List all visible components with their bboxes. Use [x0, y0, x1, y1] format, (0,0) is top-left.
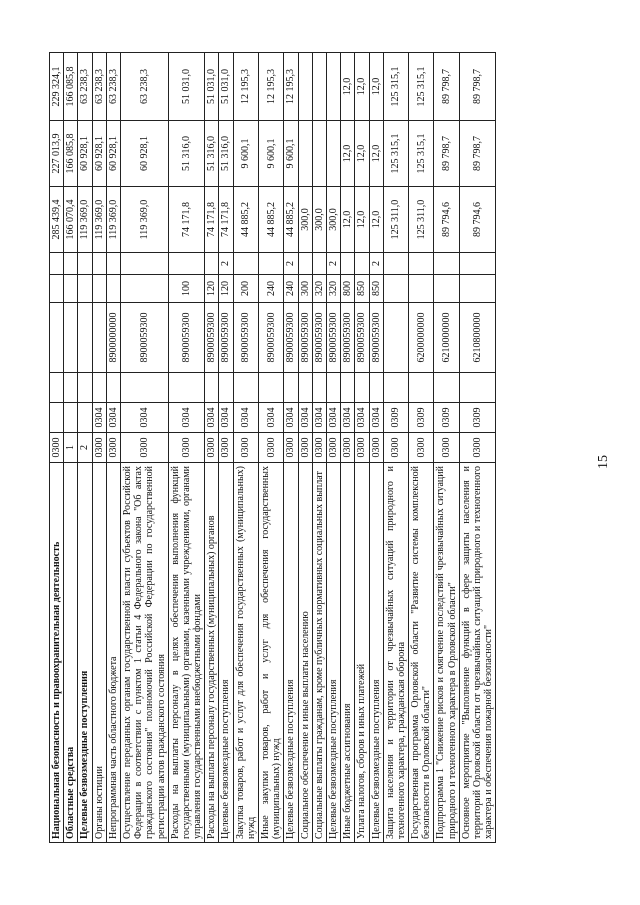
- row-sum-year-1: 12,0: [369, 187, 383, 253]
- row-source-code: 2: [219, 253, 233, 275]
- row-subsection-code: [383, 373, 408, 403]
- row-sum-year-2: 9 600,1: [259, 121, 284, 187]
- row-section-code: 0304: [120, 403, 168, 433]
- row-source-code: [78, 253, 92, 275]
- row-sum-year-1: 119 369,0: [106, 187, 120, 253]
- row-sum-year-3: 51 031,0: [168, 53, 205, 121]
- row-group-code: 0300: [92, 433, 106, 463]
- row-section-code: 0304: [92, 403, 106, 433]
- row-subsection-code: [434, 373, 459, 403]
- row-name: Целевые безвозмездные поступления: [326, 463, 340, 843]
- row-target-article: 8900059300: [259, 303, 284, 373]
- row-subsection-code: [259, 373, 284, 403]
- row-sum-year-1: 44 885,2: [233, 187, 258, 253]
- row-section-code: 0309: [383, 403, 408, 433]
- row-section-code: 0304: [369, 403, 383, 433]
- row-subsection-code: [409, 373, 434, 403]
- row-subsection-code: [341, 373, 355, 403]
- row-sum-year-1: 89 794,6: [434, 187, 459, 253]
- row-section-code: [50, 403, 64, 433]
- row-name: Целевые безвозмездные поступления: [284, 463, 298, 843]
- row-sum-year-3: 12 195,3: [233, 53, 258, 121]
- row-source-code: [383, 253, 408, 275]
- row-section-code: 0304: [168, 403, 205, 433]
- row-sum-year-1: 166 070,4: [64, 187, 78, 253]
- row-section-code: 0304: [326, 403, 340, 433]
- row-sum-year-1: 300,0: [326, 187, 340, 253]
- row-group-code: 0300: [459, 433, 496, 463]
- row-name: Расходы на выплаты персоналу в целях обеспечения выполнения функций государственными (муниципальными) органами, казенными учреждениями, органами управления государственными внебюджетными фондами: [168, 463, 205, 843]
- row-target-article: 8900059300: [341, 303, 355, 373]
- row-subsection-code: [64, 373, 78, 403]
- row-sum-year-1: 125 311,0: [383, 187, 408, 253]
- row-sum-year-2: 12,0: [355, 121, 369, 187]
- row-section-code: 0304: [259, 403, 284, 433]
- row-sum-year-2: [298, 121, 312, 187]
- row-expense-type: 300: [298, 275, 312, 303]
- row-subsection-code: [78, 373, 92, 403]
- row-sum-year-3: 63 238,3: [92, 53, 106, 121]
- row-subsection-code: [459, 373, 496, 403]
- row-section-code: 0309: [409, 403, 434, 433]
- row-subsection-code: [92, 373, 106, 403]
- table-row: [355, 53, 369, 843]
- row-target-article: 8900059300: [233, 303, 258, 373]
- row-name: Иные закупки товаров, работ и услуг для обеспечения государственных (муниципальных) нужд: [259, 463, 284, 843]
- row-group-code: 0300: [326, 433, 340, 463]
- row-sum-year-2: 9 600,1: [284, 121, 298, 187]
- row-name: Непрограммная часть областного бюджета: [106, 463, 120, 843]
- row-subsection-code: [120, 373, 168, 403]
- row-subsection-code: [205, 373, 219, 403]
- row-sum-year-1: 119 369,0: [92, 187, 106, 253]
- row-section-code: 0304: [205, 403, 219, 433]
- table-row: [326, 53, 340, 843]
- row-source-code: [298, 253, 312, 275]
- row-target-article: 8900059300: [369, 303, 383, 373]
- row-source-code: [312, 253, 326, 275]
- row-target-article: 6210800000: [459, 303, 496, 373]
- table-row: [205, 53, 219, 843]
- row-expense-type: 320: [312, 275, 326, 303]
- row-subsection-code: [50, 373, 64, 403]
- row-sum-year-2: 12,0: [341, 121, 355, 187]
- row-sum-year-1: 12,0: [355, 187, 369, 253]
- row-expense-type: [78, 275, 92, 303]
- row-expense-type: 850: [369, 275, 383, 303]
- row-sum-year-3: [312, 53, 326, 121]
- row-source-code: [434, 253, 459, 275]
- row-group-code: 0300: [219, 433, 233, 463]
- row-name: Иные бюджетные ассигнования: [341, 463, 355, 843]
- row-source-code: [355, 253, 369, 275]
- row-name: Целевые безвозмездные поступления: [78, 463, 92, 843]
- row-expense-type: 120: [205, 275, 219, 303]
- budget-table: [49, 52, 496, 843]
- table-row: [284, 53, 298, 843]
- row-subsection-code: [312, 373, 326, 403]
- row-expense-type: 120: [219, 275, 233, 303]
- row-sum-year-2: 125 315,1: [383, 121, 408, 187]
- row-name: Целевые безвозмездные поступления: [369, 463, 383, 843]
- row-name: Областные средства: [64, 463, 78, 843]
- row-source-code: 2: [326, 253, 340, 275]
- row-group-code: 0300: [409, 433, 434, 463]
- row-section-code: 0304: [312, 403, 326, 433]
- row-target-article: 8900059300: [219, 303, 233, 373]
- row-sum-year-1: 119 369,0: [78, 187, 92, 253]
- row-expense-type: [50, 275, 64, 303]
- table-row: [434, 53, 459, 843]
- row-name: Защита населения и территории от чрезвычайных ситуаций природного и техногенного характера, гражданская оборона: [383, 463, 408, 843]
- row-sum-year-1: 285 439,4: [50, 187, 64, 253]
- row-source-code: [168, 253, 205, 275]
- row-section-code: 0304: [219, 403, 233, 433]
- row-subsection-code: [233, 373, 258, 403]
- row-source-code: [120, 253, 168, 275]
- row-expense-type: [92, 275, 106, 303]
- row-sum-year-2: 166 085,8: [64, 121, 78, 187]
- row-section-code: 0304: [106, 403, 120, 433]
- row-sum-year-3: [298, 53, 312, 121]
- row-target-article: 8900059300: [355, 303, 369, 373]
- page-number: 15: [596, 455, 611, 469]
- row-expense-type: 240: [284, 275, 298, 303]
- row-expense-type: [64, 275, 78, 303]
- row-sum-year-2: 9 600,1: [233, 121, 258, 187]
- table-row: [233, 53, 258, 843]
- row-target-article: 8900059300: [284, 303, 298, 373]
- row-sum-year-1: 89 794,6: [459, 187, 496, 253]
- row-name: Уплата налогов, сборов и иных платежей: [355, 463, 369, 843]
- row-sum-year-3: [326, 53, 340, 121]
- row-sum-year-3: 12 195,3: [284, 53, 298, 121]
- row-subsection-code: [284, 373, 298, 403]
- row-target-article: [383, 303, 408, 373]
- row-sum-year-2: 51 316,0: [168, 121, 205, 187]
- row-target-article: [50, 303, 64, 373]
- table-row: [459, 53, 496, 843]
- table-row: [219, 53, 233, 843]
- row-group-code: 0300: [383, 433, 408, 463]
- row-expense-type: [120, 275, 168, 303]
- row-sum-year-1: 119 369,0: [120, 187, 168, 253]
- row-expense-type: 800: [341, 275, 355, 303]
- row-sum-year-2: 60 928,1: [78, 121, 92, 187]
- row-sum-year-3: 12,0: [355, 53, 369, 121]
- table-row: [298, 53, 312, 843]
- table-row: [259, 53, 284, 843]
- row-section-code: [64, 403, 78, 433]
- row-target-article: 6210000000: [434, 303, 459, 373]
- row-subsection-code: [326, 373, 340, 403]
- row-target-article: [64, 303, 78, 373]
- row-group-code: 0300: [106, 433, 120, 463]
- table-row: [78, 53, 92, 843]
- row-source-code: 2: [369, 253, 383, 275]
- row-expense-type: [409, 275, 434, 303]
- row-group-code: 0300: [312, 433, 326, 463]
- row-subsection-code: [168, 373, 205, 403]
- row-name: Расходы на выплаты персоналу государственных (муниципальных) органов: [205, 463, 219, 843]
- row-sum-year-2: 89 798,7: [434, 121, 459, 187]
- table-row: [383, 53, 408, 843]
- row-source-code: [341, 253, 355, 275]
- row-group-code: 1: [64, 433, 78, 463]
- row-source-code: [459, 253, 496, 275]
- row-target-article: [78, 303, 92, 373]
- row-group-code: 0300: [434, 433, 459, 463]
- row-target-article: 8900059300: [168, 303, 205, 373]
- table-row: [50, 53, 64, 843]
- row-expense-type: 200: [233, 275, 258, 303]
- row-sum-year-1: 300,0: [298, 187, 312, 253]
- table-row: [312, 53, 326, 843]
- row-source-code: [233, 253, 258, 275]
- row-target-article: 8900059300: [298, 303, 312, 373]
- row-expense-type: [459, 275, 496, 303]
- row-target-article: 8900000000: [106, 303, 120, 373]
- row-name: Целевые безвозмездные поступления: [219, 463, 233, 843]
- row-section-code: 0304: [233, 403, 258, 433]
- table-row: [92, 53, 106, 843]
- row-section-code: [78, 403, 92, 433]
- row-expense-type: 240: [259, 275, 284, 303]
- row-sum-year-1: 44 885,2: [284, 187, 298, 253]
- row-source-code: [106, 253, 120, 275]
- row-subsection-code: [369, 373, 383, 403]
- table-row: [64, 53, 78, 843]
- row-sum-year-3: 63 238,3: [106, 53, 120, 121]
- row-expense-type: [383, 275, 408, 303]
- table-row: [120, 53, 168, 843]
- row-sum-year-3: 12,0: [341, 53, 355, 121]
- row-name: Социальные выплаты гражданам, кроме публичных нормативных социальных выплат: [312, 463, 326, 843]
- rotated-sheet: [49, 53, 591, 843]
- row-expense-type: [106, 275, 120, 303]
- row-source-code: 2: [284, 253, 298, 275]
- row-sum-year-2: 51 316,0: [205, 121, 219, 187]
- row-source-code: [409, 253, 434, 275]
- row-subsection-code: [298, 373, 312, 403]
- row-group-code: 0300: [50, 433, 64, 463]
- row-group-code: 0300: [341, 433, 355, 463]
- row-expense-type: 100: [168, 275, 205, 303]
- row-sum-year-1: 74 171,8: [219, 187, 233, 253]
- row-section-code: 0309: [434, 403, 459, 433]
- table-body: [50, 53, 496, 843]
- row-sum-year-3: 12 195,3: [259, 53, 284, 121]
- row-section-code: 0304: [341, 403, 355, 433]
- row-group-code: 0300: [233, 433, 258, 463]
- row-sum-year-1: 12,0: [341, 187, 355, 253]
- row-sum-year-2: [312, 121, 326, 187]
- table-row: [369, 53, 383, 843]
- row-section-code: 0304: [298, 403, 312, 433]
- row-name: Закупка товаров, работ и услуг для обеспечения государственных (муниципальных) нужд: [233, 463, 258, 843]
- row-subsection-code: [219, 373, 233, 403]
- row-sum-year-2: [326, 121, 340, 187]
- row-source-code: [92, 253, 106, 275]
- row-group-code: 0300: [369, 433, 383, 463]
- row-sum-year-3: 166 085,8: [64, 53, 78, 121]
- row-group-code: 0300: [259, 433, 284, 463]
- row-sum-year-2: 60 928,1: [92, 121, 106, 187]
- row-group-code: 0300: [284, 433, 298, 463]
- row-source-code: [259, 253, 284, 275]
- row-sum-year-1: 74 171,8: [205, 187, 219, 253]
- row-sum-year-1: 74 171,8: [168, 187, 205, 253]
- row-sum-year-3: 51 031,0: [205, 53, 219, 121]
- row-sum-year-2: 227 013,9: [50, 121, 64, 187]
- row-sum-year-3: 12,0: [369, 53, 383, 121]
- row-sum-year-3: 51 031,0: [219, 53, 233, 121]
- row-sum-year-3: 89 798,7: [459, 53, 496, 121]
- row-target-article: 8900059300: [120, 303, 168, 373]
- row-sum-year-1: 125 311,0: [409, 187, 434, 253]
- row-section-code: 0309: [459, 403, 496, 433]
- row-target-article: 6200000000: [409, 303, 434, 373]
- row-group-code: 2: [78, 433, 92, 463]
- row-sum-year-3: 125 315,1: [383, 53, 408, 121]
- row-group-code: 0300: [205, 433, 219, 463]
- row-source-code: [205, 253, 219, 275]
- row-target-article: 8900059300: [312, 303, 326, 373]
- row-group-code: 0300: [168, 433, 205, 463]
- row-sum-year-2: 89 798,7: [459, 121, 496, 187]
- row-sum-year-2: 60 928,1: [120, 121, 168, 187]
- row-subsection-code: [106, 373, 120, 403]
- table-row: [409, 53, 434, 843]
- row-name: Социальное обеспечение и иные выплаты населению: [298, 463, 312, 843]
- row-group-code: 0300: [298, 433, 312, 463]
- row-target-article: 8900059300: [205, 303, 219, 373]
- row-sum-year-2: 12,0: [369, 121, 383, 187]
- row-expense-type: 850: [355, 275, 369, 303]
- row-name: Подпрограмма 1 "Снижение рисков и смягчение последствий чрезвычайных ситуаций природного и техногенного характера в Орловской области": [434, 463, 459, 843]
- row-source-code: [64, 253, 78, 275]
- row-target-article: [92, 303, 106, 373]
- row-target-article: 8900059300: [326, 303, 340, 373]
- row-expense-type: 320: [326, 275, 340, 303]
- row-sum-year-2: 60 928,1: [106, 121, 120, 187]
- row-source-code: [50, 253, 64, 275]
- row-sum-year-2: 125 315,1: [409, 121, 434, 187]
- row-sum-year-3: 63 238,3: [78, 53, 92, 121]
- row-name: Органы юстиции: [92, 463, 106, 843]
- table-row: [106, 53, 120, 843]
- row-sum-year-1: 44 885,2: [259, 187, 284, 253]
- row-section-code: 0304: [355, 403, 369, 433]
- row-sum-year-3: 89 798,7: [434, 53, 459, 121]
- table-row: [168, 53, 205, 843]
- row-name: Осуществление переданных органам государственной власти субъектов Российской Федерации в соответствии с пунктом 1 статьи 4 Федерального закона "Об актах гражданского состояния" полномочий Российской Федерации по государственной регистрации актов гражданского состояния: [120, 463, 168, 843]
- row-name: Основное мероприятие "Выполнение функций в сфере защиты населения и территорий Орловской области от чрезвычайных ситуаций природного и техногенного характера и обеспечения пожарной безопасности": [459, 463, 496, 843]
- row-sum-year-2: 51 316,0: [219, 121, 233, 187]
- row-sum-year-3: 63 238,3: [120, 53, 168, 121]
- row-sum-year-1: 300,0: [312, 187, 326, 253]
- row-group-code: 0300: [120, 433, 168, 463]
- row-subsection-code: [355, 373, 369, 403]
- row-group-code: 0300: [355, 433, 369, 463]
- row-name: Государственная программа Орловской области "Развитие системы комплексной безопасности в Орловской области": [409, 463, 434, 843]
- row-sum-year-3: 229 324,1: [50, 53, 64, 121]
- row-name: Национальная безопасность и правоохранительная деятельность: [50, 463, 64, 843]
- table-row: [341, 53, 355, 843]
- row-sum-year-3: 125 315,1: [409, 53, 434, 121]
- row-expense-type: [434, 275, 459, 303]
- row-section-code: 0304: [284, 403, 298, 433]
